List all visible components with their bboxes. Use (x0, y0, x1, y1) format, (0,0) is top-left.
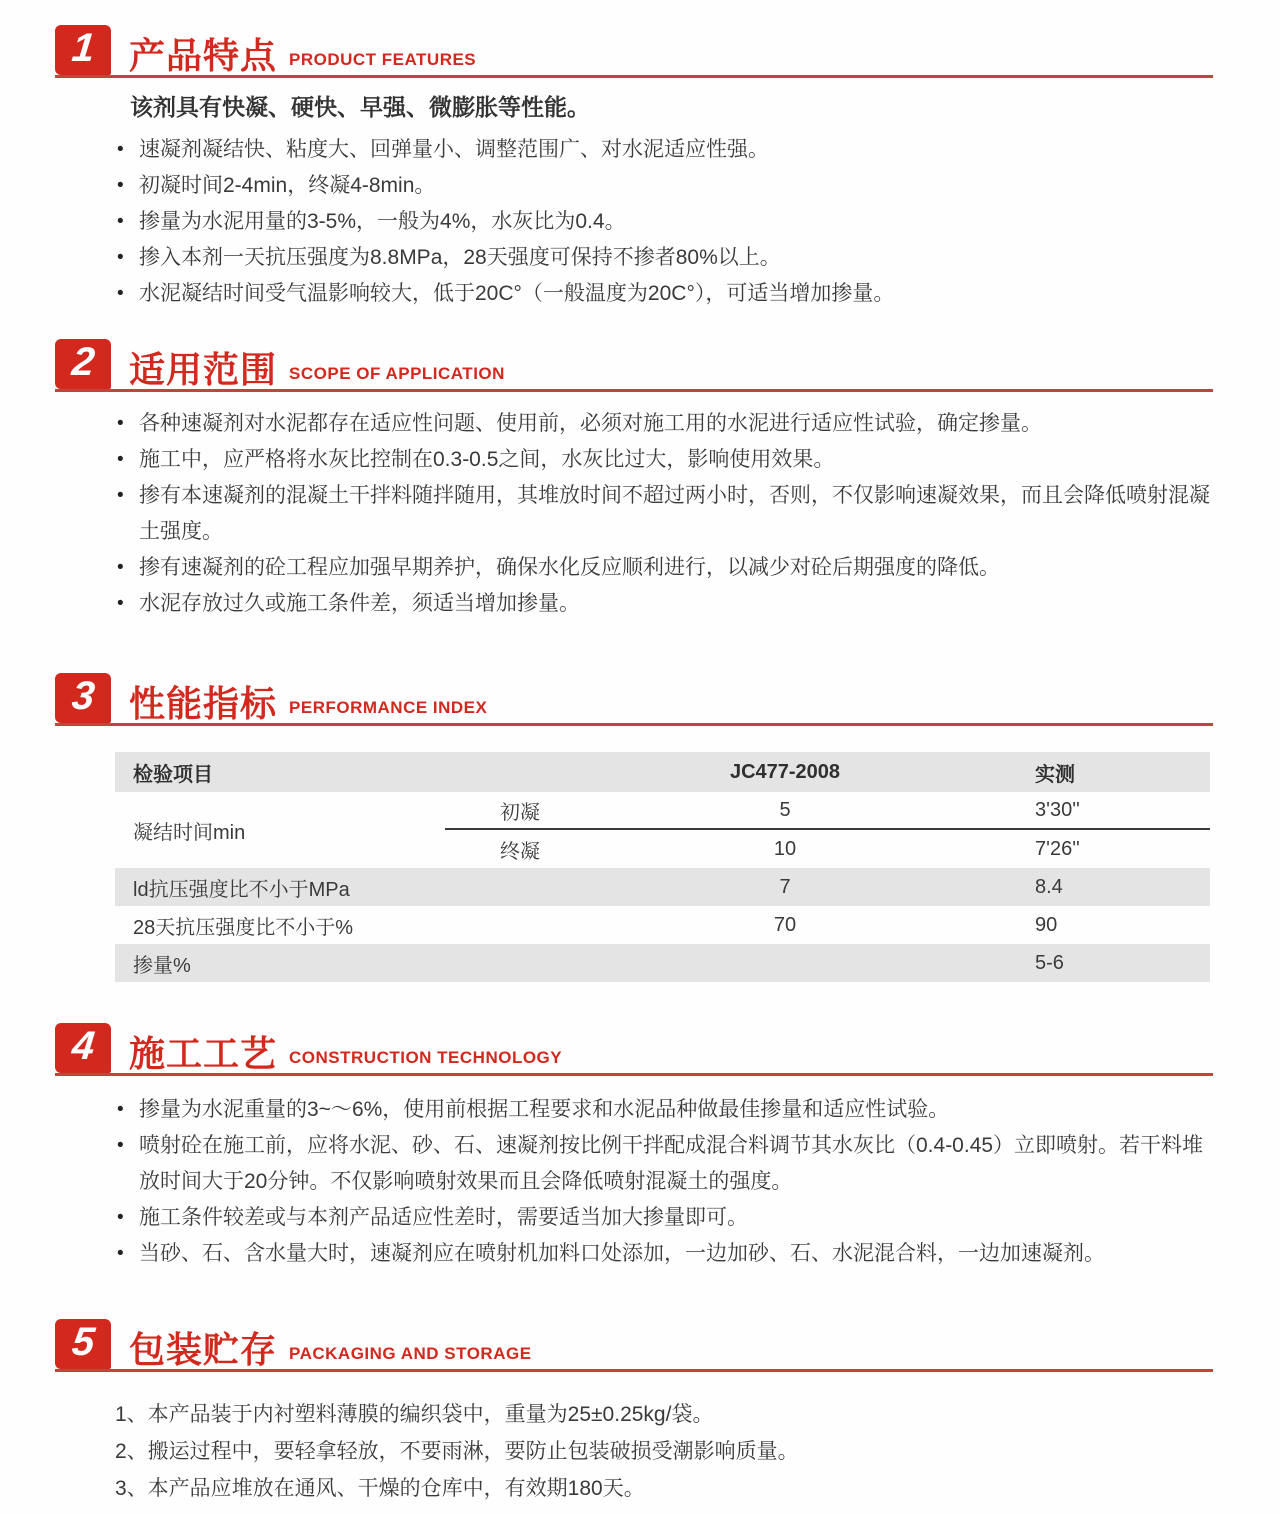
section-1-intro: 该剂具有快凝、硬快、早强、微膨胀等性能。 (130, 94, 590, 120)
bullet-item: • 水泥凝结时间受气温影响较大，低于20C°（一般温度为20C°），可适当增加掺量。 (115, 276, 1213, 312)
bullet-item: • 喷射砼在施工前，应将水泥、砂、石、速凝剂按比例干拌配成混合料调节其水灰比（0.4-0.45）立即喷射。若干料堆放时间大于20分钟。不仅影响喷射效果而且会降低喷射混凝土的强度。 (115, 1128, 1213, 1200)
bullet-item: • 掺量为水泥用量的3-5%，一般为4%，水灰比为0.4。 (115, 204, 1213, 240)
section-4-bullet-list (115, 1092, 1213, 1272)
table-row-setting-time (115, 792, 1210, 868)
bullet-item: • 初凝时间2-4min，终凝4-8min。 (115, 168, 1213, 204)
section-2-number: 2 (69, 340, 97, 384)
numbered-item: 2、搬运过程中，要轻拿轻放，不要雨淋，要防止包装破损受潮影响质量。 (115, 1440, 799, 1463)
section-2-title: 适用范围 (129, 349, 278, 390)
section-construction-technology (55, 1026, 1213, 1272)
section-5-number-badge (55, 1319, 111, 1369)
section-performance-index (55, 676, 1213, 982)
numbered-item: 1、本产品装于内衬塑料薄膜的编织袋中，重量为25±0.25kg/袋。 (115, 1403, 714, 1426)
section-1-number: 1 (69, 26, 97, 70)
section-scope-of-application (55, 342, 1213, 622)
bullet-item: • 各种速凝剂对水泥都存在适应性问题、使用前，必须对施工用的水泥进行适应性试验，确定掺量。 (115, 406, 1213, 442)
table-cell-standard: 70 (773, 913, 797, 936)
bullet-item: • 当砂、石、含水量大时，速凝剂应在喷射机加料口处添加，一边加砂、石、水泥混合料，一边加速凝剂。 (115, 1236, 1213, 1272)
table-header-measured: 实测 (1035, 763, 1075, 786)
section-2-number-badge (55, 339, 111, 389)
section-3-number: 3 (69, 674, 97, 718)
section-2-subtitle: SCOPE OF APPLICATION (289, 364, 505, 383)
bullet-item: • 掺入本剂一天抗压强度为8.8MPa，28天强度可保持不掺者80%以上。 (115, 240, 1213, 276)
table-cell-sub: 终凝 (500, 840, 540, 863)
table-row (115, 944, 1210, 982)
section-product-features (55, 28, 1213, 312)
section-3-number-badge (55, 673, 111, 723)
table-cell-item: 凝结时间min (133, 821, 246, 844)
bullet-item: • 速凝剂凝结快、粘度大、回弹量小、调整范围广、对水泥适应性强。 (115, 132, 1213, 168)
section-2-bullet-list (115, 406, 1213, 622)
numbered-item: 3、本产品应堆放在通风、干燥的仓库中，有效期180天。 (115, 1477, 645, 1500)
table-cell-measured: 7'26'' (1035, 837, 1080, 860)
bullet-item: • 掺有本速凝剂的混凝土干拌料随拌随用，其堆放时间不超过两小时，否则，不仅影响速凝效果，而且会降低喷射混凝土强度。 (115, 478, 1213, 550)
section-5-header (55, 1322, 1213, 1372)
section-4-header (55, 1026, 1213, 1076)
section-5-subtitle: PACKAGING AND STORAGE (289, 1344, 532, 1363)
table-cell-measured: 3'30'' (1035, 798, 1080, 821)
table-header-row (115, 752, 1210, 792)
section-5-numbered-list (115, 1396, 1213, 1507)
bullet-item: • 施工条件较差或与本剂产品适应性差时，需要适当加大掺量即可。 (115, 1200, 1213, 1236)
table-subrow-initial-set (445, 792, 1210, 830)
section-4-subtitle: CONSTRUCTION TECHNOLOGY (289, 1048, 563, 1067)
table-cell-item: 28天抗压强度比不小于% (133, 916, 354, 939)
section-packaging-and-storage (55, 1322, 1213, 1507)
section-3-subtitle: PERFORMANCE INDEX (289, 698, 488, 717)
performance-table (115, 752, 1210, 982)
table-row (115, 906, 1210, 944)
bullet-item: • 掺有速凝剂的砼工程应加强早期养护，确保水化反应顺利进行，以减少对砼后期强度的降低。 (115, 550, 1213, 586)
bullet-item: • 水泥存放过久或施工条件差，须适当增加掺量。 (115, 586, 1213, 622)
bullet-item: • 施工中，应严格将水灰比控制在0.3-0.5之间，水灰比过大，影响使用效果。 (115, 442, 1213, 478)
section-3-title: 性能指标 (129, 683, 278, 724)
table-cell-item: ld抗压强度比不小于MPa (133, 878, 350, 901)
table-cell-measured: 8.4 (1035, 875, 1063, 898)
table-cell-item: 掺量% (133, 954, 191, 977)
section-4-title: 施工工艺 (129, 1033, 278, 1074)
table-cell-standard: 7 (779, 875, 791, 898)
table-cell-measured: 90 (1035, 913, 1058, 936)
section-5-title: 包装贮存 (129, 1329, 278, 1370)
bullet-item: • 掺量为水泥重量的3~～6%，使用前根据工程要求和水泥品种做最佳掺量和适应性试验。 (115, 1092, 1213, 1128)
section-1-title: 产品特点 (129, 35, 278, 76)
table-subrow-final-set (445, 830, 1210, 868)
table-cell-sub: 初凝 (500, 801, 540, 824)
table-header-standard: JC477-2008 (729, 760, 841, 783)
section-1-header (55, 28, 1213, 78)
section-1-number-badge (55, 25, 111, 75)
table-cell-measured: 5-6 (1035, 951, 1064, 974)
section-4-number: 4 (69, 1024, 97, 1068)
section-2-header (55, 342, 1213, 392)
section-5-number: 5 (69, 1320, 97, 1364)
section-1-bullet-list (115, 132, 1213, 312)
setting-time-subrows (445, 792, 1210, 868)
section-4-number-badge (55, 1023, 111, 1073)
table-cell-standard: 5 (779, 798, 791, 821)
table-row (115, 868, 1210, 906)
table-cell-standard: 10 (773, 837, 797, 860)
table-header-item: 检验项目 (133, 763, 213, 786)
section-3-header (55, 676, 1213, 726)
section-1-subtitle: PRODUCT FEATURES (289, 50, 477, 69)
